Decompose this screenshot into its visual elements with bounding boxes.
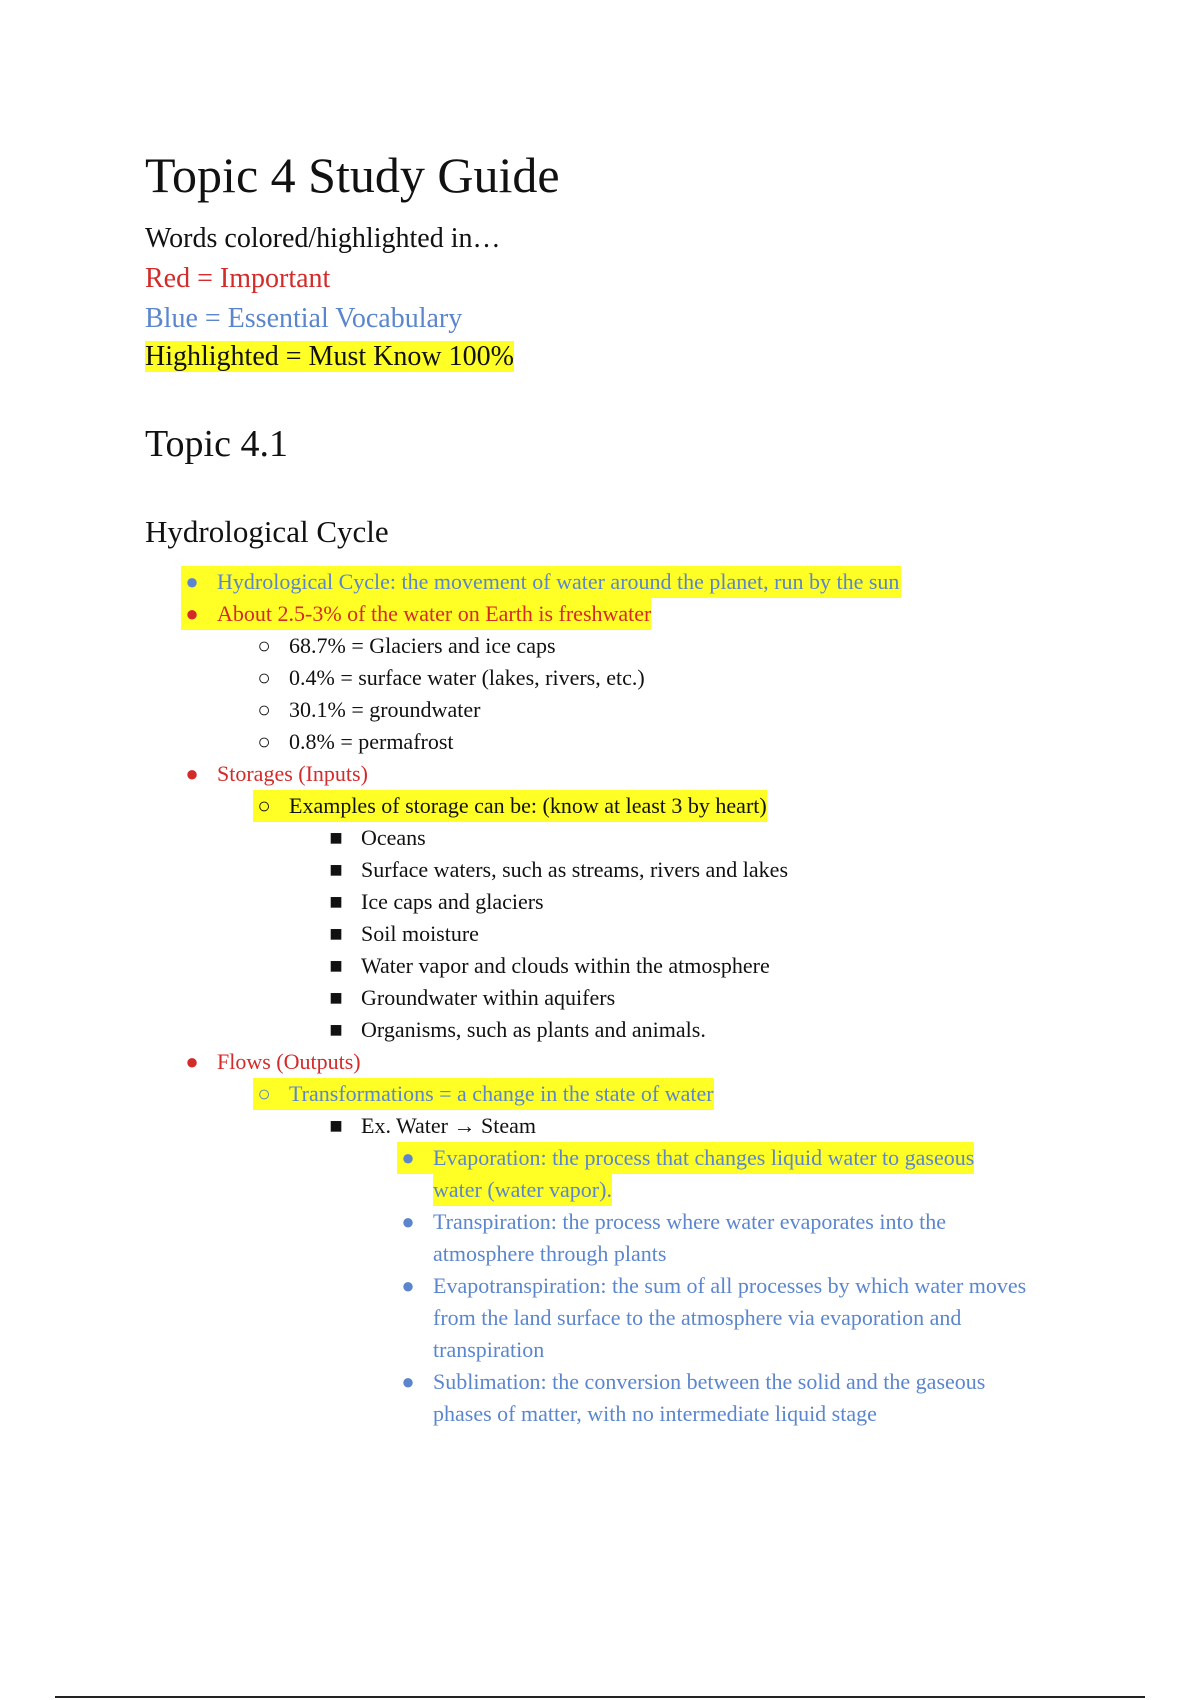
circle-icon: ○ [257, 633, 271, 658]
list-item [397, 1142, 974, 1174]
list-item-text: Hydrological Cycle: the movement of water around the planet, run by the sun [217, 569, 900, 594]
square-icon: ■ [329, 825, 343, 850]
list-item-text: Soil moisture [361, 921, 479, 946]
legend-intro: Words colored/highlighted in… [145, 223, 501, 254]
list-item-text: 30.1% = groundwater [289, 697, 481, 722]
list-item-text: transpiration [433, 1337, 545, 1362]
list-item-text: water (water vapor). [433, 1174, 612, 1206]
list-item [325, 1110, 536, 1142]
list-item-text: Groundwater within aquifers [361, 985, 616, 1010]
list-item-text: Examples of storage can be: (know at least 3 by heart) [289, 793, 767, 818]
list-item [253, 1078, 714, 1110]
list-item-text: atmosphere through plants [433, 1241, 667, 1266]
list-item [397, 1366, 985, 1398]
legend-blue: Blue = Essential Vocabulary [145, 303, 463, 334]
list-item [325, 918, 479, 950]
list-item-text: 0.8% = permafrost [289, 729, 454, 754]
list-item [253, 694, 480, 726]
list-item-text: Evaporation: the process that changes liquid water to gaseous [433, 1145, 975, 1170]
list-item-text: About 2.5-3% of the water on Earth is freshwater [217, 601, 652, 626]
square-icon: ■ [329, 953, 343, 978]
bullet-icon: ● [401, 1209, 415, 1234]
list-item-continuation [433, 1334, 544, 1366]
list-item-text: Transpiration: the process where water evaporates into the [433, 1209, 946, 1234]
list-item-text: Ex. Water → Steam [361, 1113, 537, 1138]
document-title: Topic 4 Study Guide [145, 147, 560, 203]
list-item [325, 950, 770, 982]
list-item [253, 662, 645, 694]
square-icon: ■ [329, 857, 343, 882]
square-icon: ■ [329, 1017, 343, 1042]
list-item-text: Ice caps and glaciers [361, 889, 544, 914]
bullet-icon: ● [185, 601, 199, 626]
circle-icon: ○ [257, 665, 271, 690]
list-item [181, 1046, 361, 1078]
list-item-text: Flows (Outputs) [217, 1049, 361, 1074]
bullet-icon: ● [185, 569, 199, 594]
list-item-text: 68.7% = Glaciers and ice caps [289, 633, 556, 658]
list-item-text: Evapotranspiration: the sum of all processes by which water moves [433, 1273, 1027, 1298]
legend-red: Red = Important [145, 263, 331, 294]
list-item [181, 758, 368, 790]
list-item-text: Water vapor and clouds within the atmosphere [361, 953, 770, 978]
legend-highlight: Highlighted = Must Know 100% [145, 341, 514, 372]
subsection-heading: Hydrological Cycle [145, 514, 389, 549]
list-item-text: 0.4% = surface water (lakes, rivers, etc.) [289, 665, 645, 690]
bullet-icon: ● [185, 1049, 199, 1074]
list-item [253, 630, 556, 662]
circle-icon: ○ [257, 697, 271, 722]
list-item [325, 886, 544, 918]
list-item [181, 598, 651, 630]
bullet-icon: ● [401, 1369, 415, 1394]
list-item-text: Storages (Inputs) [217, 761, 368, 786]
list-item [397, 1270, 1026, 1302]
circle-icon: ○ [257, 729, 271, 754]
list-item-text: Transformations = a change in the state of water [289, 1081, 714, 1106]
list-item-text: Organisms, such as plants and animals. [361, 1017, 706, 1042]
list-item-text: Surface waters, such as streams, rivers and lakes [361, 857, 789, 882]
square-icon: ■ [329, 921, 343, 946]
list-item [325, 822, 426, 854]
list-item [325, 854, 788, 886]
list-item [253, 726, 454, 758]
bullet-icon: ● [185, 761, 199, 786]
list-item [253, 790, 767, 822]
list-item-text: Sublimation: the conversion between the solid and the gaseous [433, 1369, 986, 1394]
list-item-text: from the land surface to the atmosphere via evaporation and [433, 1305, 962, 1330]
list-item-continuation [433, 1174, 612, 1206]
list-item [397, 1206, 946, 1238]
list-item [325, 1014, 706, 1046]
bullet-icon: ● [401, 1145, 415, 1170]
list-item-continuation [433, 1398, 877, 1430]
circle-icon: ○ [257, 793, 271, 818]
list-item [325, 982, 615, 1014]
section-heading: Topic 4.1 [145, 423, 288, 465]
square-icon: ■ [329, 1113, 343, 1138]
list-item-continuation [433, 1302, 961, 1334]
list-item [181, 566, 901, 598]
square-icon: ■ [329, 889, 343, 914]
circle-icon: ○ [257, 1081, 271, 1106]
list-item-continuation [433, 1238, 666, 1270]
square-icon: ■ [329, 985, 343, 1010]
list-item-text: Oceans [361, 825, 426, 850]
list-item-text: phases of matter, with no intermediate liquid stage [433, 1401, 877, 1426]
bullet-icon: ● [401, 1273, 415, 1298]
page-bottom-rule [55, 1696, 1145, 1698]
